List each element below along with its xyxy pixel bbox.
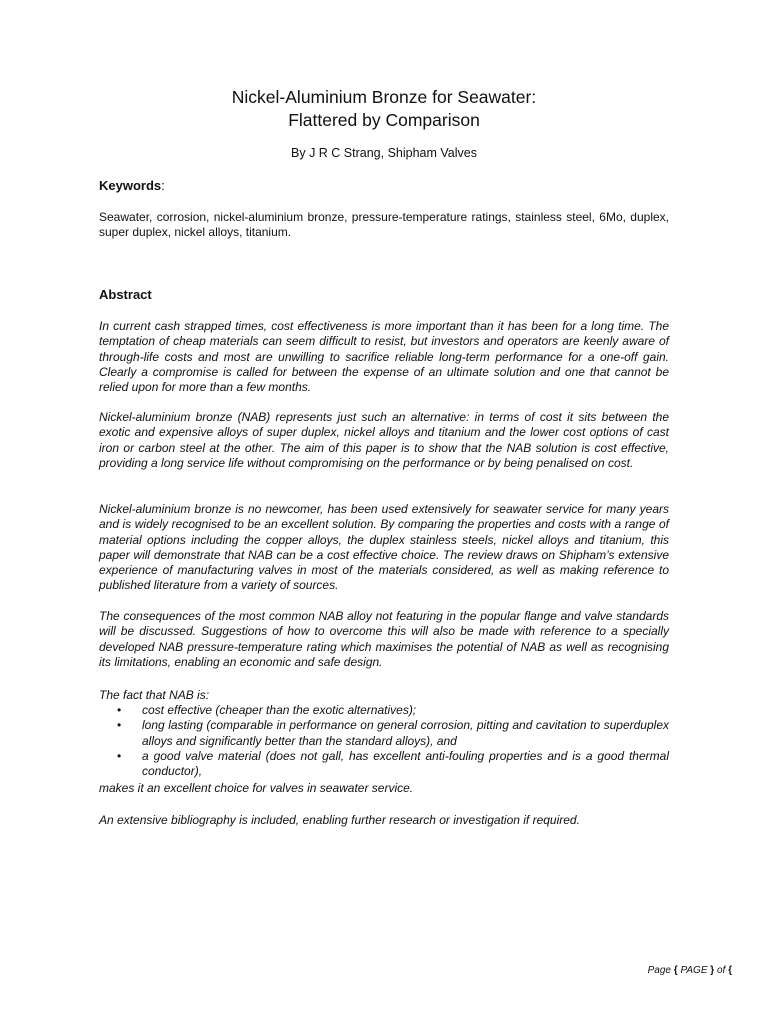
footer-of-label: of [716, 965, 726, 976]
list-item-text: cost effective (cheaper than the exotic alternatives); [142, 703, 417, 717]
footer-field-brace-open: { [673, 965, 678, 976]
abstract-final-note: An extensive bibliography is included, enabling further research or investigation if required. [99, 813, 580, 827]
footer-page-field: PAGE [680, 965, 708, 976]
list-item-text: long lasting (comparable in performance on general corrosion, pitting and cavitation to superduplex alloys and significantly better than the standard alloys), and [142, 718, 669, 748]
keywords-list: Seawater, corrosion, nickel-aluminium bronze, pressure-temperature ratings, stainless steel, 6Mo, duplex, super duplex, nickel alloys, titanium. [99, 210, 669, 240]
abstract-closing: makes it an excellent choice for valves in seawater service. [99, 781, 414, 795]
document-title-line-1: Nickel-Aluminium Bronze for Seawater: [231, 87, 537, 107]
bullet-icon: • [117, 703, 122, 717]
bullet-icon: • [117, 718, 122, 733]
list-item [99, 703, 669, 718]
abstract-paragraph-5: The fact that NAB is: [99, 688, 210, 702]
keywords-heading-label: Keywords [99, 178, 162, 193]
keywords-heading-colon: : [161, 178, 165, 193]
author-byline: By J R C Strang, Shipham Valves [291, 146, 477, 160]
document-title-line-2: Flattered by Comparison [288, 110, 480, 130]
list-item [99, 718, 669, 749]
abstract-paragraph-3: Nickel-aluminium bronze is no newcomer, has been used extensively for seawater service for many years and is widely recognised to be an excellent solution. By comparing the properties and costs with a range of material options including the copper alloys, the duplex stainless steels, nickel alloys and titanium, this paper will demonstrate that NAB can be a cost effective choice. The review draws on Shipham’s extensive experience of manufacturing valves in most of the materials considered, as well as making reference to published literature from a variety of sources. [99, 502, 669, 593]
page-footer [648, 965, 732, 976]
bullet-icon: • [117, 748, 122, 763]
footer-field-brace-trailing: { [728, 965, 732, 976]
abstract-heading: Abstract [99, 287, 152, 302]
abstract-paragraph-1: In current cash strapped times, cost effectiveness is more important than it has been for a long time. The temptation of cheap materials can seem difficult to resist, but investors and operators are keenly aware of through-life costs and most are unwilling to sacrifice reliable long-term performance for a one-off gain. Clearly a compromise is called for between the expense of an ultimate solution and one that cannot be relied upon for more than a few months. [99, 319, 669, 395]
abstract-paragraph-2: Nickel-aluminium bronze (NAB) represents just such an alternative: in terms of cost it sits between the exotic and expensive alloys of super duplex, nickel alloys and titanium and the lower cost options of cast iron or carbon steel at the other. The aim of this paper is to show that the NAB solution is cost effective, providing a long service life without compromising on the performance or by being penalised on cost. [99, 410, 669, 470]
abstract-paragraph-4: The consequences of the most common NAB alloy not featuring in the popular flange and valve standards will be discussed. Suggestions of how to overcome this will also be made with reference to a specially developed NAB pressure-temperature rating which maximises the potential of NAB as well as recognising its limitations, enabling an economic and safe design. [99, 609, 669, 669]
footer-field-brace-close: } [710, 965, 715, 976]
nab-benefits-list [99, 703, 669, 779]
keywords-heading [99, 178, 165, 193]
list-item-text: a good valve material (does not gall, has excellent anti-fouling properties and is a good thermal conductor), [142, 748, 669, 779]
list-item [99, 749, 669, 780]
footer-page-label: Page [647, 965, 671, 976]
